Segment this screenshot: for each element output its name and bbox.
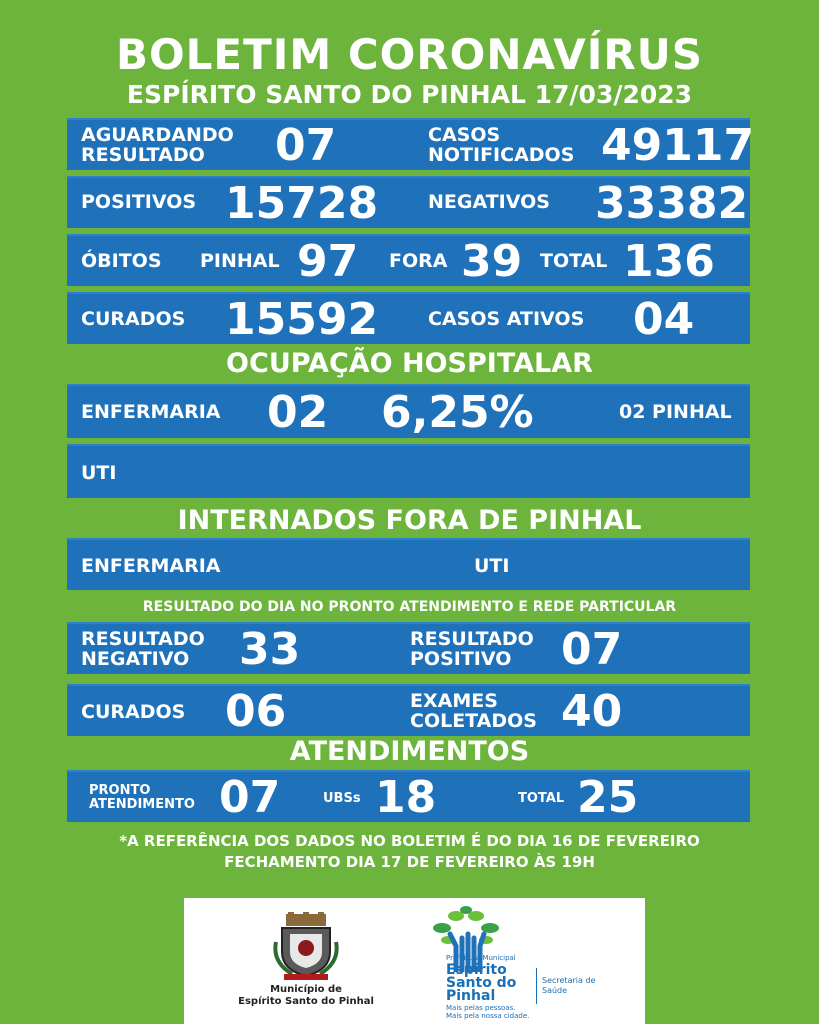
logo-slogan-2: Mais pela nossa cidade. — [446, 1012, 530, 1020]
reference-note-1: *A REFERÊNCIA DOS DADOS NO BOLETIM É DO DIA 16 DE FEVEREIRO — [119, 832, 700, 850]
logo-prefeitura: Prefeitura Municipal — [446, 954, 516, 962]
ubs-label: UBSs — [323, 791, 361, 806]
negativos-value: 33382 — [595, 178, 749, 229]
positivos-value: 15728 — [225, 178, 379, 229]
obitos-fora-label: FORA — [389, 250, 448, 272]
ocupacao-enfermaria-note: 02 PINHAL — [619, 401, 732, 423]
pronto-atendimento-title: RESULTADO DO DIA NO PRONTO ATENDIMENTO E REDE PARTICULAR — [142, 599, 677, 615]
resultado-negativo-label-1: RESULTADO — [81, 628, 205, 650]
pronto-value: 07 — [219, 772, 281, 823]
pronto-label-2: ATENDIMENTO — [89, 797, 195, 812]
row-ocupacao-enfermaria — [67, 384, 750, 438]
municipio-line-2: Espírito Santo do Pinhal — [238, 996, 374, 1007]
ativos-label: CASOS ATIVOS — [428, 308, 585, 330]
row-curados-ativos — [67, 292, 750, 344]
dia-curados-label: CURADOS — [81, 701, 186, 723]
notificados-label-2: NOTIFICADOS — [428, 144, 575, 166]
bulletin-subtitle: ESPÍRITO SANTO DO PINHAL 17/03/2023 — [126, 80, 693, 109]
row-curados-exames — [67, 684, 750, 736]
ocupacao-enfermaria-label: ENFERMARIA — [81, 401, 221, 423]
notificados-label-1: CASOS — [428, 124, 501, 146]
row-obitos — [67, 234, 750, 286]
aguardando-label-1: AGUARDANDO — [81, 124, 234, 146]
resultado-negativo-label-2: NEGATIVO — [81, 648, 190, 670]
footer-logos — [184, 898, 645, 1024]
municipio-line-1: Município de — [270, 984, 342, 995]
obitos-total-label: TOTAL — [540, 250, 608, 272]
secretaria-line-1: Secretaria de — [542, 976, 596, 985]
pronto-label-1: PRONTO — [89, 783, 151, 798]
exames-label-1: EXAMES — [410, 690, 498, 712]
ubs-value: 18 — [375, 772, 437, 823]
reference-note-2: FECHAMENTO DIA 17 DE FEVEREIRO ÀS 19H — [224, 853, 595, 871]
row-ocupacao-uti — [67, 444, 750, 498]
negativos-label: NEGATIVOS — [428, 191, 550, 213]
resultado-positivo-label-2: POSITIVO — [410, 648, 512, 670]
logo-slogan-1: Mais pelas pessoas. — [446, 1004, 516, 1012]
atendimentos-total-value: 25 — [577, 772, 639, 823]
obitos-fora-value: 39 — [461, 236, 523, 287]
curados-value: 15592 — [225, 294, 379, 345]
logo-line-1: Espírito — [446, 962, 507, 978]
municipal-crest-icon — [272, 912, 340, 982]
row-positivos-negativos — [67, 176, 750, 228]
row-resultado-dia — [67, 622, 750, 674]
resultado-positivo-label-1: RESULTADO — [410, 628, 534, 650]
logo-divider — [536, 968, 537, 1004]
obitos-label: ÓBITOS — [81, 250, 162, 272]
aguardando-label-2: RESULTADO — [81, 144, 205, 166]
atendimentos-total-label: TOTAL — [518, 791, 565, 806]
positivos-label: POSITIVOS — [81, 191, 197, 213]
ocupacao-title: OCUPAÇÃO HOSPITALAR — [226, 348, 593, 379]
row-atendimentos — [67, 770, 750, 822]
aguardando-value: 07 — [275, 120, 337, 171]
fora-uti-label: UTI — [474, 555, 510, 577]
atendimentos-title: ATENDIMENTOS — [289, 736, 530, 767]
obitos-pinhal-value: 97 — [297, 236, 359, 287]
exames-value: 40 — [561, 686, 623, 737]
exames-label-2: COLETADOS — [410, 710, 537, 732]
logo-line-2: Santo do — [446, 975, 517, 991]
ocupacao-uti-label: UTI — [81, 462, 117, 484]
ocupacao-enfermaria-percent: 6,25% — [381, 387, 534, 438]
fora-enfermaria-label: ENFERMARIA — [81, 555, 221, 577]
dia-curados-value: 06 — [225, 686, 287, 737]
curados-label: CURADOS — [81, 308, 186, 330]
bulletin-title: BOLETIM CORONAVÍRUS — [115, 30, 704, 79]
obitos-pinhal-label: PINHAL — [200, 250, 280, 272]
obitos-total-value: 136 — [623, 236, 715, 287]
row-fora-pinhal — [67, 538, 750, 590]
row-aguardando-notificados — [67, 118, 755, 171]
secretaria-line-2: Saúde — [542, 986, 568, 995]
notificados-value: 49117 — [601, 120, 755, 171]
ativos-value: 04 — [633, 294, 695, 345]
resultado-negativo-value: 33 — [239, 624, 301, 675]
fora-pinhal-title: INTERNADOS FORA DE PINHAL — [177, 505, 642, 536]
ocupacao-enfermaria-value: 02 — [267, 387, 329, 438]
logo-line-3: Pinhal — [446, 988, 496, 1004]
resultado-positivo-value: 07 — [561, 624, 623, 675]
